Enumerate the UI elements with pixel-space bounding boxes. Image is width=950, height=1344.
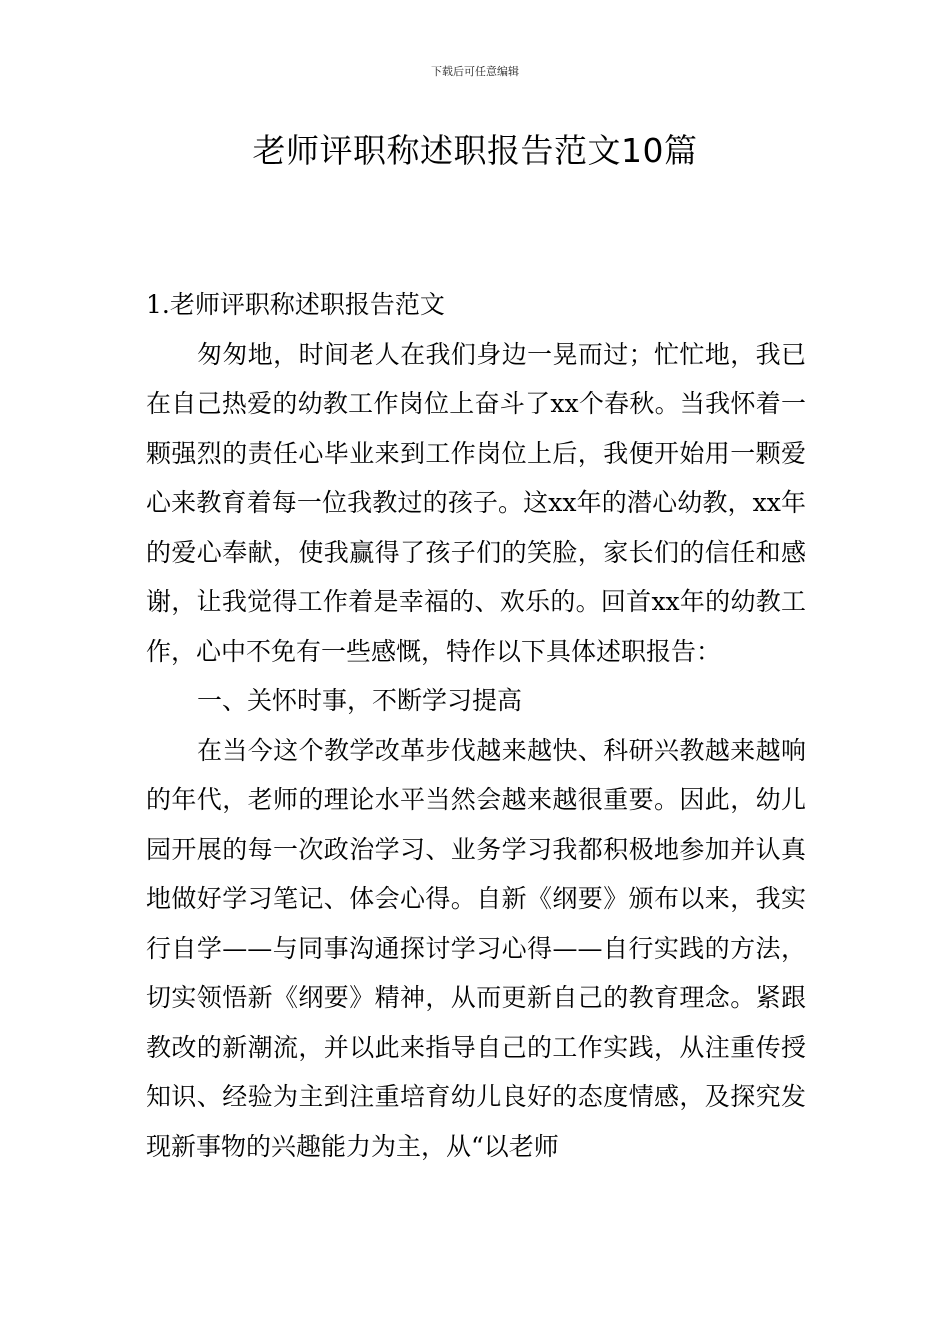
header-note: 下载后可任意编辑	[431, 65, 519, 78]
document-body	[146, 280, 806, 1171]
paragraph-learning: 在当今这个教学改革步伐越来越快、科研兴教越来越响的年代，老师的理论水平当然会越来越很重要。因此，幼儿园开展的每一次政治学习、业务学习我都积极地参加并认真地做好学习笔记、体会心得。自新《纲要》颁布以来，我实行自学——与同事沟通探讨学习心得——自行实践的方法，切实领悟新《纲要》精神，从而更新自己的教育理念。紧跟教改的新潮流，并以此来指导自己的工作实践，从注重传授知识、经验为主到注重培育幼儿良好的态度情感，及探究发现新事物的兴趣能力为主，从“以老师	[146, 735, 806, 1161]
document-title: 老师评职称述职报告范文10篇	[252, 131, 698, 170]
paragraph-intro: 匆匆地，时间老人在我们身边一晃而过；忙忙地，我已在自己热爱的幼教工作岗位上奋斗了xx个春秋。当我怀着一颗强烈的责任心毕业来到工作岗位上后，我便开始用一颗爱心来教育着每一位我教过的孩子。这xx年的潜心幼教，xx年的爱心奉献，使我赢得了孩子们的笑脸，家长们的信任和感谢，让我觉得工作着是幸福的、欢乐的。回首xx年的幼教工作，心中不免有一些感慨，特作以下具体述职报告：	[146, 339, 806, 666]
section-heading: 1.老师评职称述职报告范文	[146, 290, 445, 319]
subheading-current-affairs: 一、关怀时事，不断学习提高	[197, 686, 523, 715]
